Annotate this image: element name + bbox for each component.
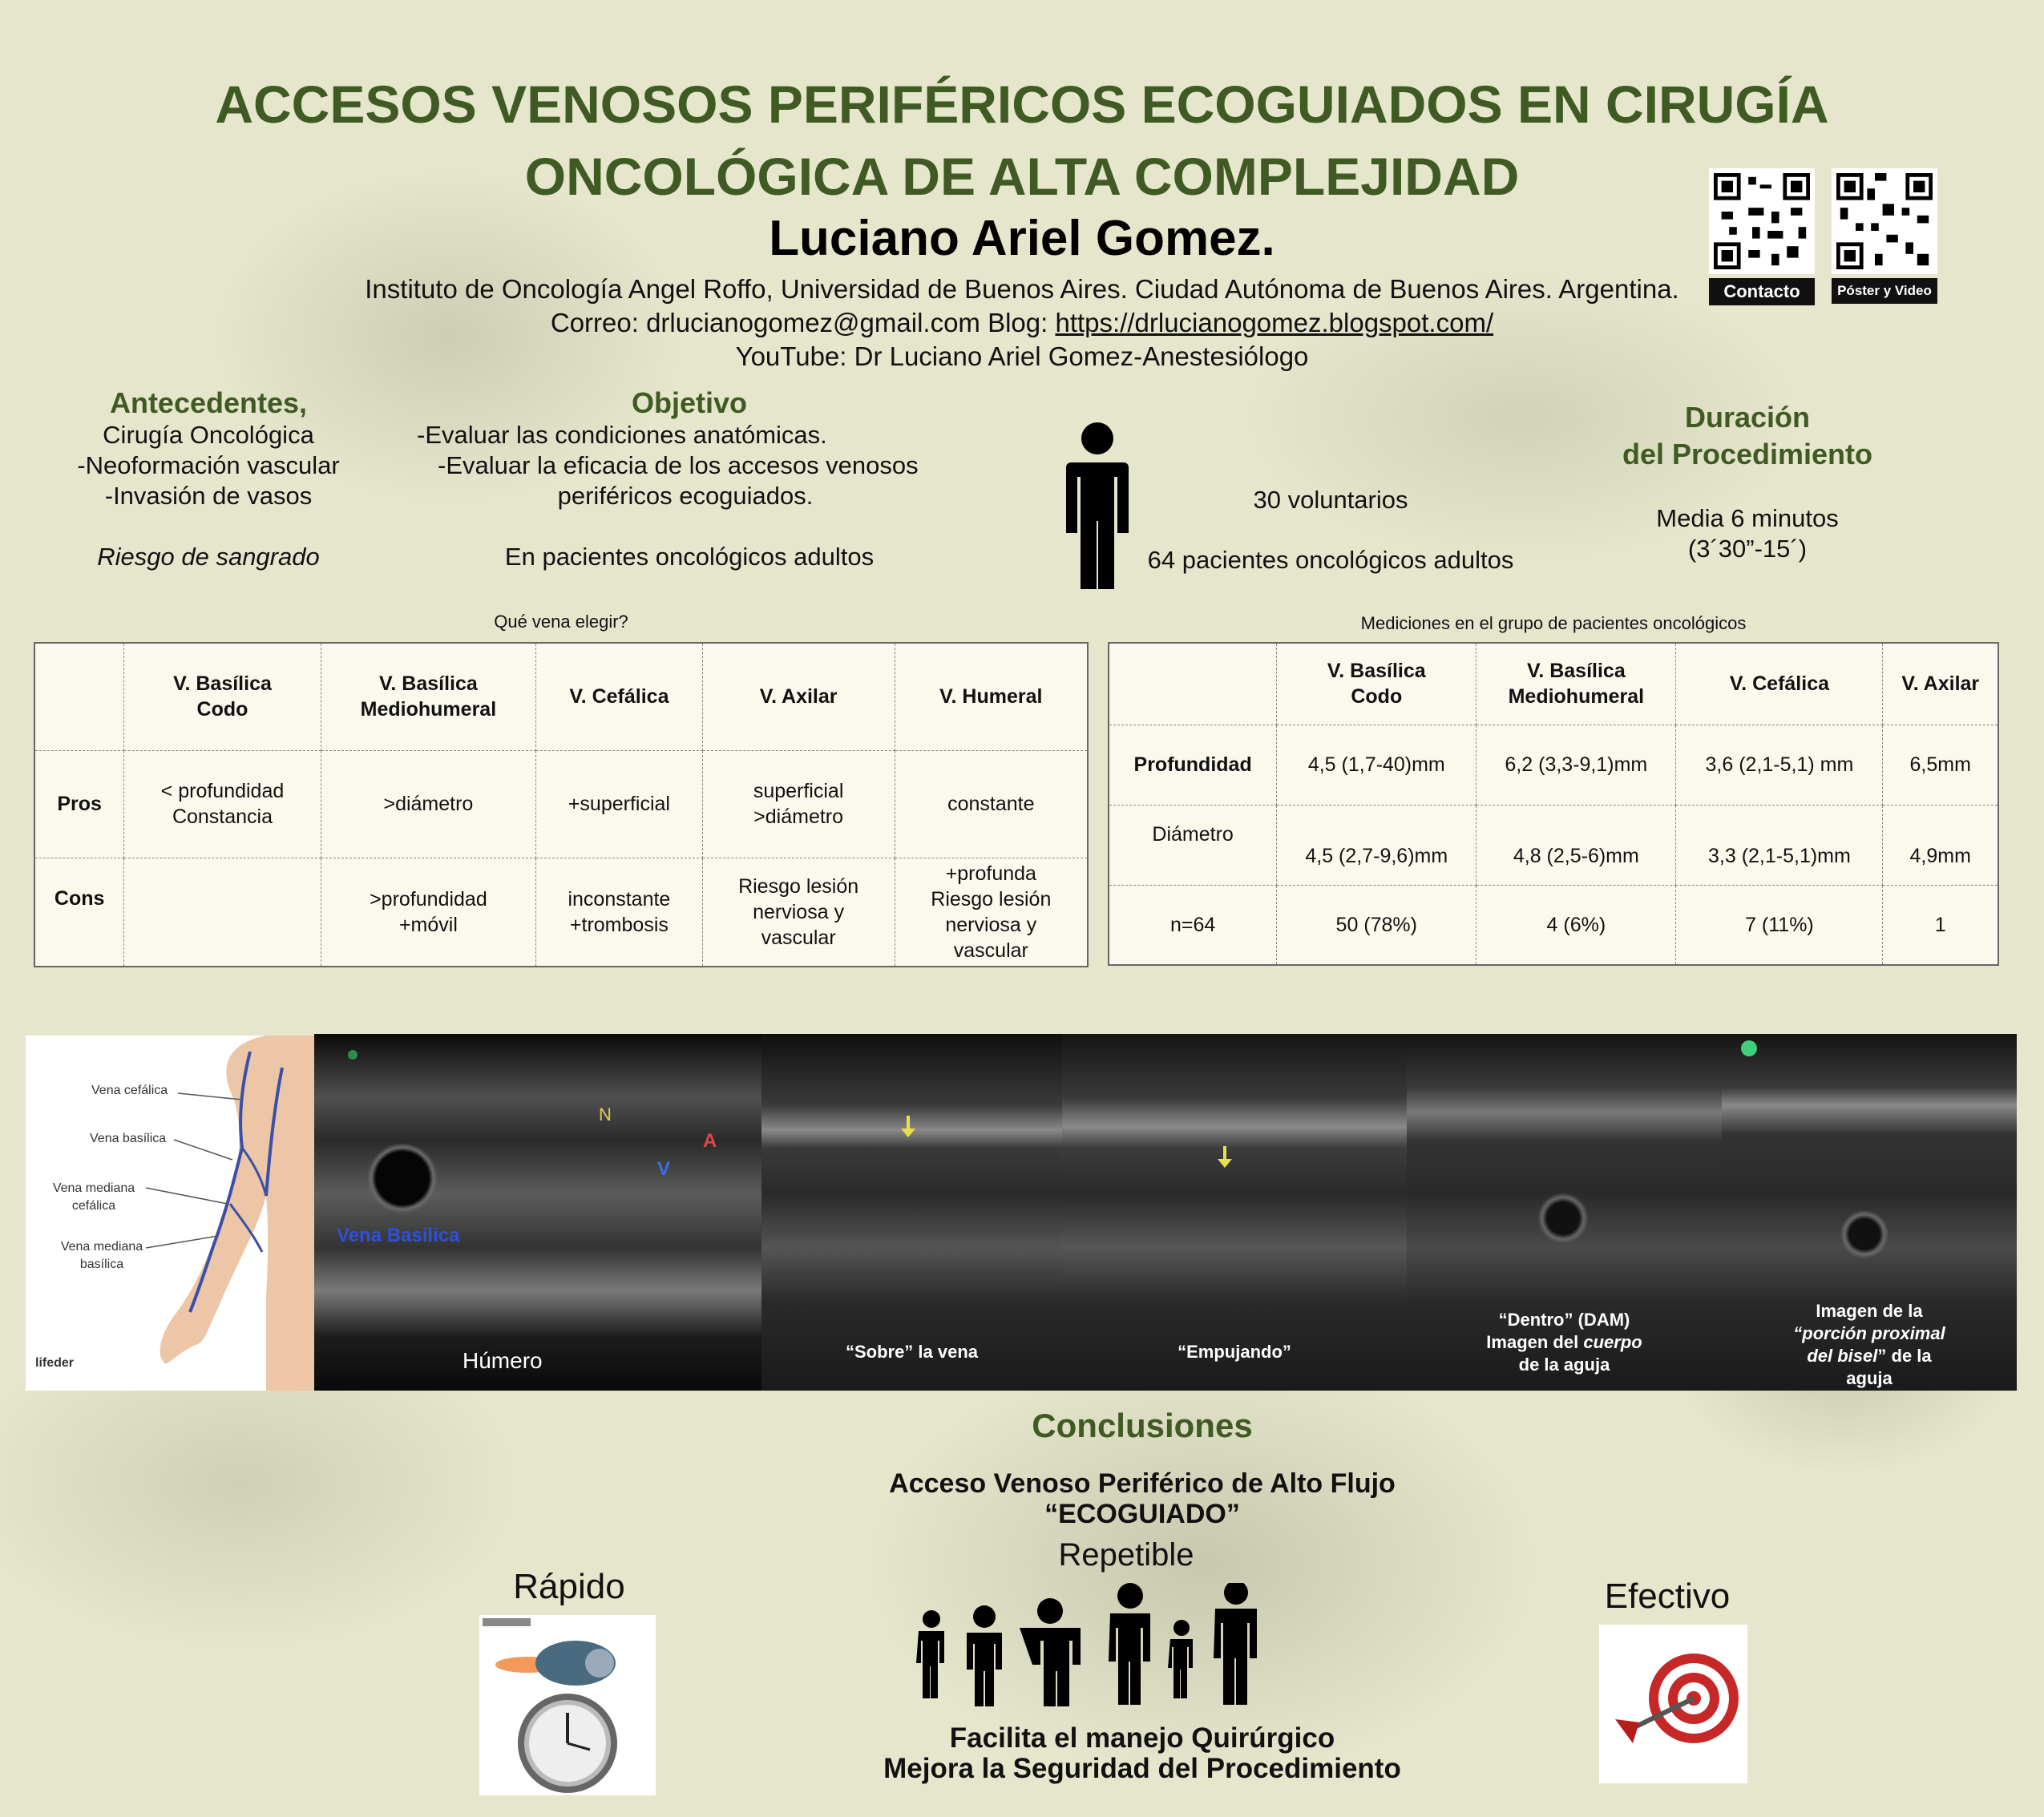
brand-logo: lifeder	[35, 1356, 75, 1370]
stopwatch-rocket-icon	[479, 1615, 656, 1795]
person-icon	[1064, 421, 1130, 593]
table-cell: 1	[1883, 885, 1998, 965]
qr-contact[interactable]	[1709, 168, 1815, 305]
probe-marker-icon	[1741, 1040, 1757, 1056]
table-cell: inconstante +trombosis	[536, 858, 702, 967]
table-header: V. Cefálica	[536, 643, 702, 750]
people-group-icon	[914, 1583, 1262, 1707]
repetible-label: Repetible	[1058, 1537, 1194, 1573]
conclusion-line: Acceso Venoso Periférico de Alto Flujo	[889, 1468, 1396, 1499]
us-caption: “Dentro” (DAM) Imagen del cuerpo de la aguja	[1486, 1310, 1642, 1375]
poster-title: ACCESOS VENOSOS PERIFÉRICOS ECOGUIADOS EN CIRUGÍA ONCOLÓGICA DE ALTA COMPLEJIDAD	[215, 75, 1829, 206]
arm-label: Vena mediana basílica	[60, 1240, 143, 1271]
conclusiones-heading: Conclusiones	[1032, 1407, 1253, 1444]
conclusion-line: “ECOGUIADO”	[1044, 1499, 1240, 1529]
row-label-pros: Pros	[34, 750, 124, 858]
table-header: V. Axilar	[702, 643, 895, 750]
objetivo-line: -Evaluar la eficacia de los accesos venosos	[438, 451, 919, 479]
qr-poster-label: Póster y Video	[1832, 278, 1937, 304]
antecedentes-line: -Invasión de vasos	[104, 482, 313, 510]
table-header: V. Humeral	[895, 643, 1088, 750]
table-cell: 4,5 (1,7-40)mm	[1277, 725, 1476, 805]
table-cell: +superficial	[536, 750, 702, 858]
vena-basilica-label: Vena Basílica	[337, 1225, 460, 1246]
row-label: Diámetro	[1109, 805, 1277, 885]
arm-label: Vena cefálica	[91, 1084, 168, 1097]
table-cell: superficial >diámetro	[702, 750, 895, 858]
vein-label: V	[657, 1158, 671, 1180]
youtube-line: YouTube: Dr Luciano Ariel Gomez-Anestesiólogo	[735, 341, 1309, 371]
table-cell: >diámetro	[321, 750, 536, 858]
antecedentes-heading: Antecedentes,	[109, 386, 308, 419]
final-line: Facilita el manejo Quirúrgico	[949, 1722, 1335, 1754]
arrow-down-icon	[1216, 1146, 1234, 1169]
qr-code-icon	[1709, 168, 1815, 274]
arrow-down-icon	[899, 1116, 917, 1138]
target-dart-icon	[1599, 1625, 1747, 1783]
table-header: V. Cefálica	[1676, 643, 1883, 725]
row-label: Profundidad	[1109, 725, 1277, 805]
us-caption: “Empujando”	[1178, 1342, 1291, 1362]
table-cell: 4 (6%)	[1476, 885, 1676, 965]
nerve-label: N	[599, 1104, 612, 1125]
table-cell: 7 (11%)	[1676, 885, 1883, 965]
ultrasound-image-5	[1722, 1034, 2017, 1391]
final-statements	[741, 1723, 1543, 1784]
arm-anatomy-figure	[26, 1036, 314, 1391]
objetivo-patients: En pacientes oncológicos adultos	[504, 543, 875, 571]
qr-poster-video[interactable]	[1832, 168, 1937, 304]
arm-label: Vena basílica	[90, 1132, 167, 1145]
table-header: V. Basílica Mediohumeral	[1476, 643, 1676, 725]
table-cell: >profundidad +móvil	[321, 858, 536, 967]
table-cell: constante	[895, 750, 1088, 858]
rapido-image	[479, 1615, 656, 1795]
table-cell: 4,9mm	[1883, 805, 1998, 885]
row-label-cons: Cons	[34, 858, 124, 967]
duracion-heading: Duración	[1684, 401, 1811, 434]
author-name: Luciano Ariel Gomez.	[769, 211, 1275, 266]
efectivo-image	[1599, 1625, 1747, 1783]
table-header: V. Basílica Mediohumeral	[321, 643, 536, 750]
duracion-section	[1571, 399, 1924, 564]
vein-choice-table	[34, 642, 1089, 967]
objetivo-heading: Objetivo	[631, 386, 748, 419]
duracion-range: (3´30”-15´)	[1687, 535, 1808, 563]
antecedentes-line: Cirugía Oncológica	[103, 421, 314, 449]
us-caption: “Sobre” la vena	[845, 1342, 979, 1362]
table-cell: 4,5 (2,7-9,6)mm	[1277, 805, 1476, 885]
antecedentes-section	[32, 386, 385, 572]
table-cell: +profunda Riesgo lesión nerviosa y vascular	[895, 858, 1088, 967]
table-cell: 3,3 (2,1-5,1)mm	[1676, 805, 1883, 885]
antecedentes-line: -Neoformación vascular	[77, 451, 340, 479]
duracion-mean: Media 6 minutos	[1656, 504, 1839, 532]
conclusiones-statement	[741, 1468, 1543, 1529]
table-cell: 50 (78%)	[1277, 885, 1476, 965]
objetivo-line: periféricos ecoguiados.	[557, 482, 814, 510]
table1-caption: Qué vena elegir?	[494, 612, 628, 632]
table-cell	[124, 858, 321, 967]
duracion-heading: del Procedimiento	[1622, 438, 1873, 470]
final-line: Mejora la Seguridad del Procedimiento	[883, 1753, 1401, 1784]
table2-caption: Mediciones en el grupo de pacientes oncológicos	[1360, 613, 1747, 633]
table-cell: Riesgo lesión nerviosa y vascular	[702, 858, 895, 967]
table-cell: < profundidad Constancia	[124, 750, 321, 858]
artery-label: A	[703, 1130, 717, 1152]
email-text: Correo: drlucianogomez@gmail.com Blog:	[550, 308, 1056, 337]
arm-label: Vena mediana cefálica	[52, 1181, 135, 1213]
objetivo-line: -Evaluar las condiciones anatómicas.	[417, 421, 827, 449]
table-cell: 3,6 (2,1-5,1) mm	[1676, 725, 1883, 805]
ultrasound-image-3	[1062, 1034, 1407, 1391]
table-cell: 6,2 (3,3-9,1)mm	[1476, 725, 1676, 805]
ultrasound-image-2	[761, 1034, 1062, 1391]
table-cell	[1109, 643, 1277, 725]
table-header: V. Basílica Codo	[1277, 643, 1476, 725]
contact-line	[0, 306, 2044, 340]
population-patients: 64 pacientes oncológicos adultos	[1147, 546, 1514, 574]
ultrasound-image-4	[1407, 1034, 1722, 1391]
row-label: n=64	[1109, 885, 1277, 965]
measurements-table	[1108, 642, 1999, 966]
table-cell	[34, 643, 124, 750]
probe-marker-icon	[348, 1050, 357, 1060]
population-volunteers: 30 voluntarios	[1253, 486, 1408, 514]
rapido-label: Rápido	[513, 1567, 625, 1606]
qr-contact-label: Contacto	[1709, 278, 1815, 305]
table-header: V. Basílica Codo	[124, 643, 321, 750]
table-cell: 4,8 (2,5-6)mm	[1476, 805, 1676, 885]
objetivo-section	[409, 386, 970, 572]
us-caption: Imagen de la “porción proximal del bisel” de la aguja	[1793, 1301, 1945, 1388]
ultrasound-image-1	[314, 1034, 761, 1391]
bone-label: Húmero	[463, 1348, 543, 1373]
table-header: V. Axilar	[1883, 643, 1998, 725]
qr-code-icon	[1832, 168, 1937, 274]
antecedentes-risk: Riesgo de sangrado	[97, 543, 320, 571]
table-cell: 6,5mm	[1883, 725, 1998, 805]
blog-link[interactable]: https://drlucianogomez.blogspot.com/	[1055, 308, 1494, 337]
efectivo-label: Efectivo	[1604, 1577, 1731, 1616]
affiliation: Instituto de Oncología Angel Roffo, Universidad de Buenos Aires. Ciudad Autónoma de Buenos Aires. Argentina.	[365, 274, 1679, 304]
